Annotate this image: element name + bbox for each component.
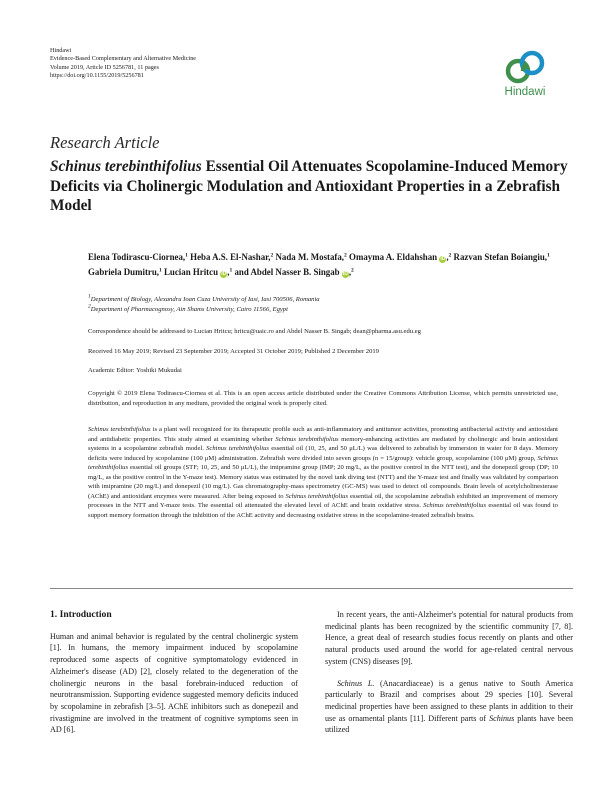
right-column (325, 609, 573, 736)
author-name: Heba A.S. El-Nashar, (190, 252, 271, 262)
author-name: Nada M. Mostafa, (275, 252, 345, 262)
volume-info: Volume 2019, Article ID 5256781, 11 pages (50, 63, 159, 71)
author-affiliation-mark: 2 (448, 252, 452, 259)
correspondence: Correspondence should be addressed to Lucian Hritcu; hritcu@uaic.ro and Abdel Nasser B. Singab; dean@pharma.asu.edu.eg (88, 328, 421, 335)
author-affiliation-mark: 1 (185, 252, 188, 259)
affiliation-2: $^2$Department of Pharmacognosy, Ain Shams University, Cairo 11566, Egypt (88, 303, 288, 313)
author-name: Razvan Stefan Boiangiu, (453, 252, 547, 262)
copyright-notice: Copyright © 2019 Elena Todirascu-Ciornea et al. This is an open access article distributed under the Creative Commons Attribution License, which permits unrestricted use, distribution, and reproduction in any medium, provided the original work is properly cited. (88, 390, 558, 407)
journal-info (50, 47, 196, 80)
author-affiliation-mark: 1 (547, 252, 550, 259)
author-affiliation-mark: 2 (344, 252, 347, 259)
orcid-icon[interactable]: iD (221, 271, 227, 278)
orcid-icon[interactable]: iD (440, 256, 446, 262)
affiliation-1: $^1$Department of Biology, Alexandru Ioan Cuza University of Iasi, Iasi 700506, Romania (88, 293, 320, 303)
author-name: Omayma A. Eldahshan (349, 252, 438, 262)
hindawi-logo-text: Hindawi (504, 86, 546, 98)
intro-paragraph-1: Human and animal behavior is regulated by the central cholinergic system [1]. In humans, the memory impairment induced by scopolamine reproduced some aspects of cognitive symptomatology evidenced in Alzheimer's disease (AD) [2], closely related to the degeneration of the cholinergic neurons in the basal forebrain-induced reduction of neurotransmission. Supporting evidence suggested memory deficits induced by scopolamine in zebrafish [3–5]. AChE inhibitors such as donepezil and rivastigmine are involved in the treatment of cognitive symptoms seen in AD [6]. (50, 631, 298, 735)
hindawi-logo-icon (505, 49, 545, 85)
section-heading-introduction: 1. Introduction (50, 609, 112, 620)
author-affiliation-mark: 1 (159, 267, 162, 274)
orcid-icon[interactable]: iD (342, 271, 348, 278)
intro-paragraph-2: In recent years, the anti-Alzheimer's potential for natural products from medicinal plants has been recognized by the scientific community [7, 8]. Hence, a great deal of research studies focus recently on plants and other natural products used around the world for age-related central nervous system (CNS) diseases [9]. (325, 610, 573, 666)
author-list: Elena Todirascu-Ciornea,$^1$ Heba A.S. El-Nashar,$^2$ Nada M. Mostafa,$^2$ Omayma A. Eldahshan iD,$^2$ Razvan Stefan Boiangiu,$^1$ Gabriela Dumitru,$^1$ Lucian Hritcu iD,$^1$ and Abdel Nasser B. Singab iD,$^2$ (88, 252, 550, 278)
section-divider (50, 588, 573, 589)
author-name: Elena Todirascu-Ciornea, (88, 252, 186, 262)
academic-editor: Academic Editor: Yoshiki Mukudai (88, 367, 182, 374)
author-affiliation-mark: 1 (229, 267, 233, 274)
hindawi-logo (497, 49, 553, 98)
author-name: Gabriela Dumitru, (88, 267, 159, 278)
doi-link[interactable]: https://doi.org/10.1155/2019/5256781 (50, 71, 144, 79)
author-name: Lucian Hritcu (164, 267, 219, 278)
title-species: Schinus terebinthifolius (50, 158, 202, 175)
article-title (50, 157, 575, 216)
author-affiliation-mark: 2 (270, 252, 274, 259)
publisher-name: Hindawi (50, 47, 72, 54)
dates: Received 16 May 2019; Revised 23 September 2019; Accepted 31 October 2019; Published 2 December 2019 (88, 348, 379, 355)
title-rest: Essential Oil Attenuates Scopolamine-Induced Memory Deficits via Cholinergic Modulation and Antioxidant Properties in a Zebrafish Model (50, 158, 568, 215)
journal-name: Evidence-Based Complementary and Alternative Medicine (50, 55, 197, 63)
article-type: Research Article (50, 133, 160, 152)
author-name: and Abdel Nasser B. Singab (234, 267, 340, 278)
intro-paragraph-3: Schinus L. (Anacardiaceae) is a genus native to South America particularly to Brazil and comprises about 29 species [10]. Several medicinal properties have been assigned to these plants in addition to their use as ornamental plants [11]. Different parts of Schinus plants have been utilized (325, 678, 574, 735)
abstract: Schinus terebinthifolius is a plant well recognized for its therapeutic profile such as anti-inflammatory and antitumor activities, promoting antibacterial activity and antioxidant and antidiabetic properties. This study aimed at examining whether Schinus terebinthifolius memory-enhancing activities are mediated by cholinergic and brain antioxidant systems in a scopolamine zebrafish model. Schinus terebinthifolius essential oil (10, 25, and 50 μL/L) was delivered to zebrafish by immersion in water for 8 days. Memory deficits were induced by scopolamine (100 μM) administration. Zebrafish were divided into seven groups (n = 15/group): vehicle group, scopolamine (100 μM) group, Schinus terebinthifolius essential oil groups (STF; 10, 25, and 50 μL/L), the imipramine group (IMP; 20 mg/L, as the positive control in the NTT test), and the donepezil group (DP; 10 mg/L, as the positive control in the Y-maze test). Memory status was estimated by the novel tank diving test (NTT) and the Y-maze test and finally was validated by comparison with imipramine (20 mg/L) and donepezil (10 mg/L). Gas chromatography-mass spectrometry (GC-MS) was used to detect oil compounds. Brain levels of acetylcholinesterase (AChE) and antioxidant enzymes were measured. After being exposed to Schinus terebinthifolius essential oil, the scopolamine zebrafish exhibited an improvement of memory processes in the NTT and Y-maze tests. The essential oil attenuated the elevated level of AChE and brain oxidative stress. Schinus terebinthifolius essential oil was found to support memory formation through the inhibition of the AChE activity and decreasing oxidative stress in the scopolamine-treated zebrafish brains. (88, 426, 558, 519)
left-column (50, 609, 298, 736)
author-affiliation-mark: 2 (351, 267, 354, 274)
